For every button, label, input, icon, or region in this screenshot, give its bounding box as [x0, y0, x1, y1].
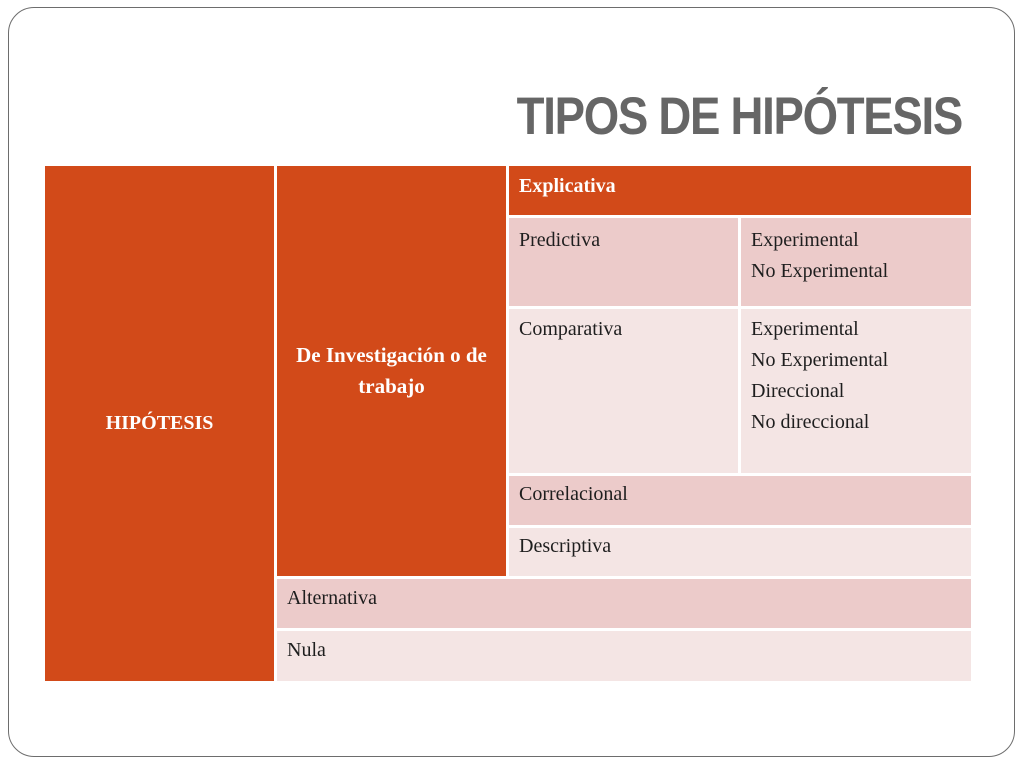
- cell-descriptiva: [509, 528, 971, 576]
- cell-predictiva: [509, 218, 738, 306]
- cell-alternativa-label: Alternativa: [287, 587, 377, 609]
- cell-descriptiva-label: Descriptiva: [519, 535, 612, 557]
- predictiva-subtype: Experimental: [751, 229, 859, 251]
- comparativa-subtype: No Experimental: [751, 349, 889, 371]
- cell-investigacion: [277, 166, 506, 576]
- cell-nula-label: Nula: [287, 639, 326, 661]
- cell-comparativa-subtypes: [741, 309, 971, 473]
- comparativa-subtype: Direccional: [751, 380, 845, 402]
- cell-alternativa: [277, 579, 971, 628]
- comparativa-subtype: Experimental: [751, 318, 859, 340]
- cell-explicativa: [509, 166, 971, 215]
- cell-predictiva-subtypes: [741, 218, 971, 306]
- cell-hipotesis: [45, 166, 274, 681]
- predictiva-subtype: No Experimental: [751, 260, 889, 282]
- cell-comparativa: [509, 309, 738, 473]
- cell-predictiva-label: Predictiva: [519, 229, 601, 251]
- slide-title: TIPOS DE HIPÓTESIS: [516, 87, 962, 146]
- cell-explicativa-label: Explicativa: [519, 175, 616, 197]
- cell-investigacion-label: De Investigación o de trabajo: [296, 343, 487, 398]
- cell-correlacional-label: Correlacional: [519, 483, 628, 505]
- cell-correlacional: [509, 476, 971, 525]
- comparativa-subtype: No direccional: [751, 411, 870, 433]
- cell-comparativa-label: Comparativa: [519, 318, 623, 340]
- cell-nula: [277, 631, 971, 681]
- cell-hipotesis-label: HIPÓTESIS: [105, 412, 214, 434]
